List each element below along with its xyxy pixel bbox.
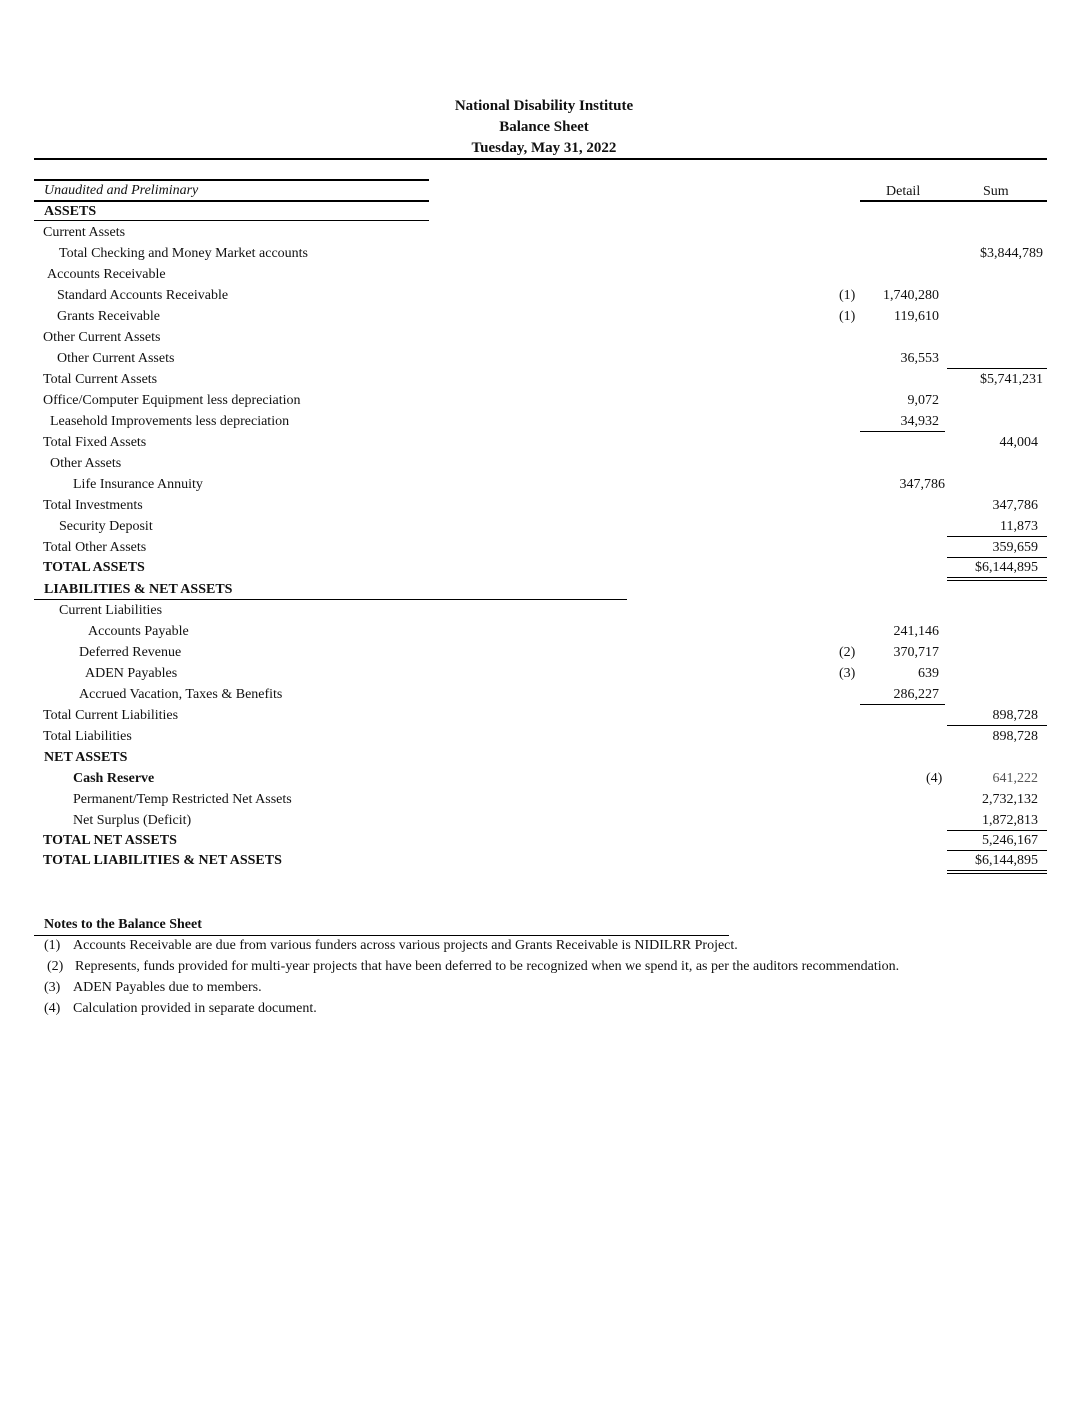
note-text: Accounts Receivable are due from various funders across various projects and Grants Receivable is NIDILRR Project. bbox=[73, 938, 738, 953]
row-detail-life-insurance-annuity: 347,786 bbox=[899, 477, 945, 492]
row-detail-accounts-payable: 241,146 bbox=[893, 624, 939, 639]
row-label-current-assets: Current Assets bbox=[43, 225, 126, 240]
liabilities-rule bbox=[34, 599, 627, 600]
row-sum-total-current-liabilities: 898,728 bbox=[992, 708, 1038, 723]
note-text: Represents, funds provided for multi-year projects that have been deferred to be recognized when we spend it, as per the auditors recommendation. bbox=[75, 959, 900, 974]
sum-rule bbox=[947, 557, 1047, 558]
row-detail-aden-payables: 639 bbox=[918, 666, 939, 681]
row-label-total-fixed-assets: Total Fixed Assets bbox=[43, 435, 147, 450]
row-sum-net-surplus: 1,872,813 bbox=[982, 813, 1038, 828]
row-sum-total-liabilities-net-assets: $6,144,895 bbox=[975, 853, 1038, 868]
row-label-other-current-assets-group: Other Current Assets bbox=[43, 330, 161, 345]
columns-rule bbox=[860, 200, 1047, 202]
note-text: ADEN Payables due to members. bbox=[73, 980, 262, 995]
row-label-assets: ASSETS bbox=[44, 204, 97, 219]
row-label-other-current-assets: Other Current Assets bbox=[57, 351, 175, 366]
row-sum-total-liabilities: 898,728 bbox=[992, 729, 1038, 744]
report-date: Tuesday, May 31, 2022 bbox=[471, 140, 617, 156]
row-label-liabilities-net-assets: LIABILITIES & NET ASSETS bbox=[44, 582, 233, 597]
row-sum-total-assets: $6,144,895 bbox=[975, 560, 1038, 575]
row-detail-leasehold-improvements: 34,932 bbox=[900, 414, 939, 429]
header-rule bbox=[34, 158, 1047, 160]
row-label-accounts-receivable: Accounts Receivable bbox=[47, 267, 166, 282]
row-detail-standard-ar: 1,740,280 bbox=[883, 288, 939, 303]
row-label-checking-accounts: Total Checking and Money Market accounts bbox=[59, 246, 309, 261]
note-number: (4) bbox=[44, 1001, 61, 1016]
row-label-other-assets: Other Assets bbox=[50, 456, 122, 471]
row-label-net-surplus: Net Surplus (Deficit) bbox=[73, 813, 192, 828]
row-note-standard-ar: (1) bbox=[839, 288, 856, 303]
organization-name: National Disability Institute bbox=[454, 98, 634, 114]
row-label-total-current-liabilities: Total Current Liabilities bbox=[43, 708, 179, 723]
row-label-deferred-revenue: Deferred Revenue bbox=[79, 645, 182, 660]
notes-rule bbox=[34, 935, 729, 936]
row-label-total-current-assets: Total Current Assets bbox=[43, 372, 158, 387]
row-label-accounts-payable: Accounts Payable bbox=[88, 624, 189, 639]
row-label-life-insurance-annuity: Life Insurance Annuity bbox=[73, 477, 203, 492]
row-note-aden-payables: (3) bbox=[839, 666, 856, 681]
row-sum-total-investments: 347,786 bbox=[992, 498, 1038, 513]
row-label-total-investments: Total Investments bbox=[43, 498, 143, 513]
subtitle-unaudited: Unaudited and Preliminary bbox=[44, 183, 199, 198]
row-label-office-equipment: Office/Computer Equipment less depreciation bbox=[43, 393, 301, 408]
row-label-grants-receivable: Grants Receivable bbox=[57, 309, 161, 324]
note-number: (3) bbox=[44, 980, 61, 995]
row-label-total-liabilities: Total Liabilities bbox=[43, 729, 132, 744]
row-sum-total-fixed-assets: 44,004 bbox=[999, 435, 1038, 450]
row-detail-grants-receivable: 119,610 bbox=[894, 309, 939, 324]
row-label-security-deposit: Security Deposit bbox=[59, 519, 153, 534]
double-rule-bottom bbox=[947, 580, 1047, 581]
double-rule-top bbox=[947, 870, 1047, 871]
row-label-aden-payables: ADEN Payables bbox=[85, 666, 178, 681]
assets-rule bbox=[34, 220, 429, 221]
row-detail-accrued-vacation: 286,227 bbox=[893, 687, 939, 702]
row-note-grants-receivable: (1) bbox=[839, 309, 856, 324]
detail-column-header: Detail bbox=[886, 184, 921, 199]
row-label-total-liabilities-net-assets: TOTAL LIABILITIES & NET ASSETS bbox=[43, 853, 282, 868]
row-note-cash-reserve: (4) bbox=[926, 771, 943, 786]
sum-rule bbox=[947, 830, 1047, 831]
row-detail-office-equipment: 9,072 bbox=[907, 393, 939, 408]
sum-rule bbox=[947, 536, 1047, 537]
row-detail-deferred-revenue: 370,717 bbox=[893, 645, 939, 660]
sum-rule bbox=[947, 850, 1047, 851]
row-note-deferred-revenue: (2) bbox=[839, 645, 856, 660]
detail-rule bbox=[860, 704, 945, 705]
row-label-total-assets: TOTAL ASSETS bbox=[43, 560, 145, 575]
row-sum-total-other-assets: 359,659 bbox=[992, 540, 1038, 555]
row-label-net-assets: NET ASSETS bbox=[44, 750, 128, 765]
subtitle-bottom-rule bbox=[34, 200, 429, 202]
row-sum-cash-reserve: 641,222 bbox=[992, 771, 1038, 786]
sum-column-header: Sum bbox=[983, 184, 1009, 199]
row-sum-total-net-assets: 5,246,167 bbox=[982, 833, 1038, 848]
row-sum-total-current-assets: $5,741,231 bbox=[980, 372, 1043, 387]
row-sum-restricted-net-assets: 2,732,132 bbox=[982, 792, 1038, 807]
sum-rule bbox=[947, 368, 1047, 369]
note-number: (2) bbox=[47, 959, 64, 974]
row-detail-other-current-assets: 36,553 bbox=[900, 351, 939, 366]
row-label-total-other-assets: Total Other Assets bbox=[43, 540, 147, 555]
report-title: Balance Sheet bbox=[499, 119, 589, 135]
double-rule-bottom bbox=[947, 873, 1047, 874]
note-number: (1) bbox=[44, 938, 61, 953]
row-label-total-net-assets: TOTAL NET ASSETS bbox=[43, 833, 177, 848]
row-label-leasehold-improvements: Leasehold Improvements less depreciation bbox=[50, 414, 290, 429]
row-label-current-liabilities: Current Liabilities bbox=[59, 603, 163, 618]
detail-rule bbox=[860, 431, 945, 432]
row-sum-checking-accounts: $3,844,789 bbox=[980, 246, 1043, 261]
notes-title: Notes to the Balance Sheet bbox=[44, 917, 202, 932]
row-sum-security-deposit: 11,873 bbox=[1000, 519, 1038, 534]
sum-rule bbox=[947, 725, 1047, 726]
row-label-restricted-net-assets: Permanent/Temp Restricted Net Assets bbox=[73, 792, 292, 807]
subtitle-top-rule bbox=[34, 179, 429, 181]
row-label-cash-reserve: Cash Reserve bbox=[73, 771, 155, 786]
row-label-standard-ar: Standard Accounts Receivable bbox=[57, 288, 229, 303]
row-label-accrued-vacation: Accrued Vacation, Taxes & Benefits bbox=[79, 687, 283, 702]
note-text: Calculation provided in separate document. bbox=[73, 1001, 317, 1016]
double-rule-top bbox=[947, 577, 1047, 578]
